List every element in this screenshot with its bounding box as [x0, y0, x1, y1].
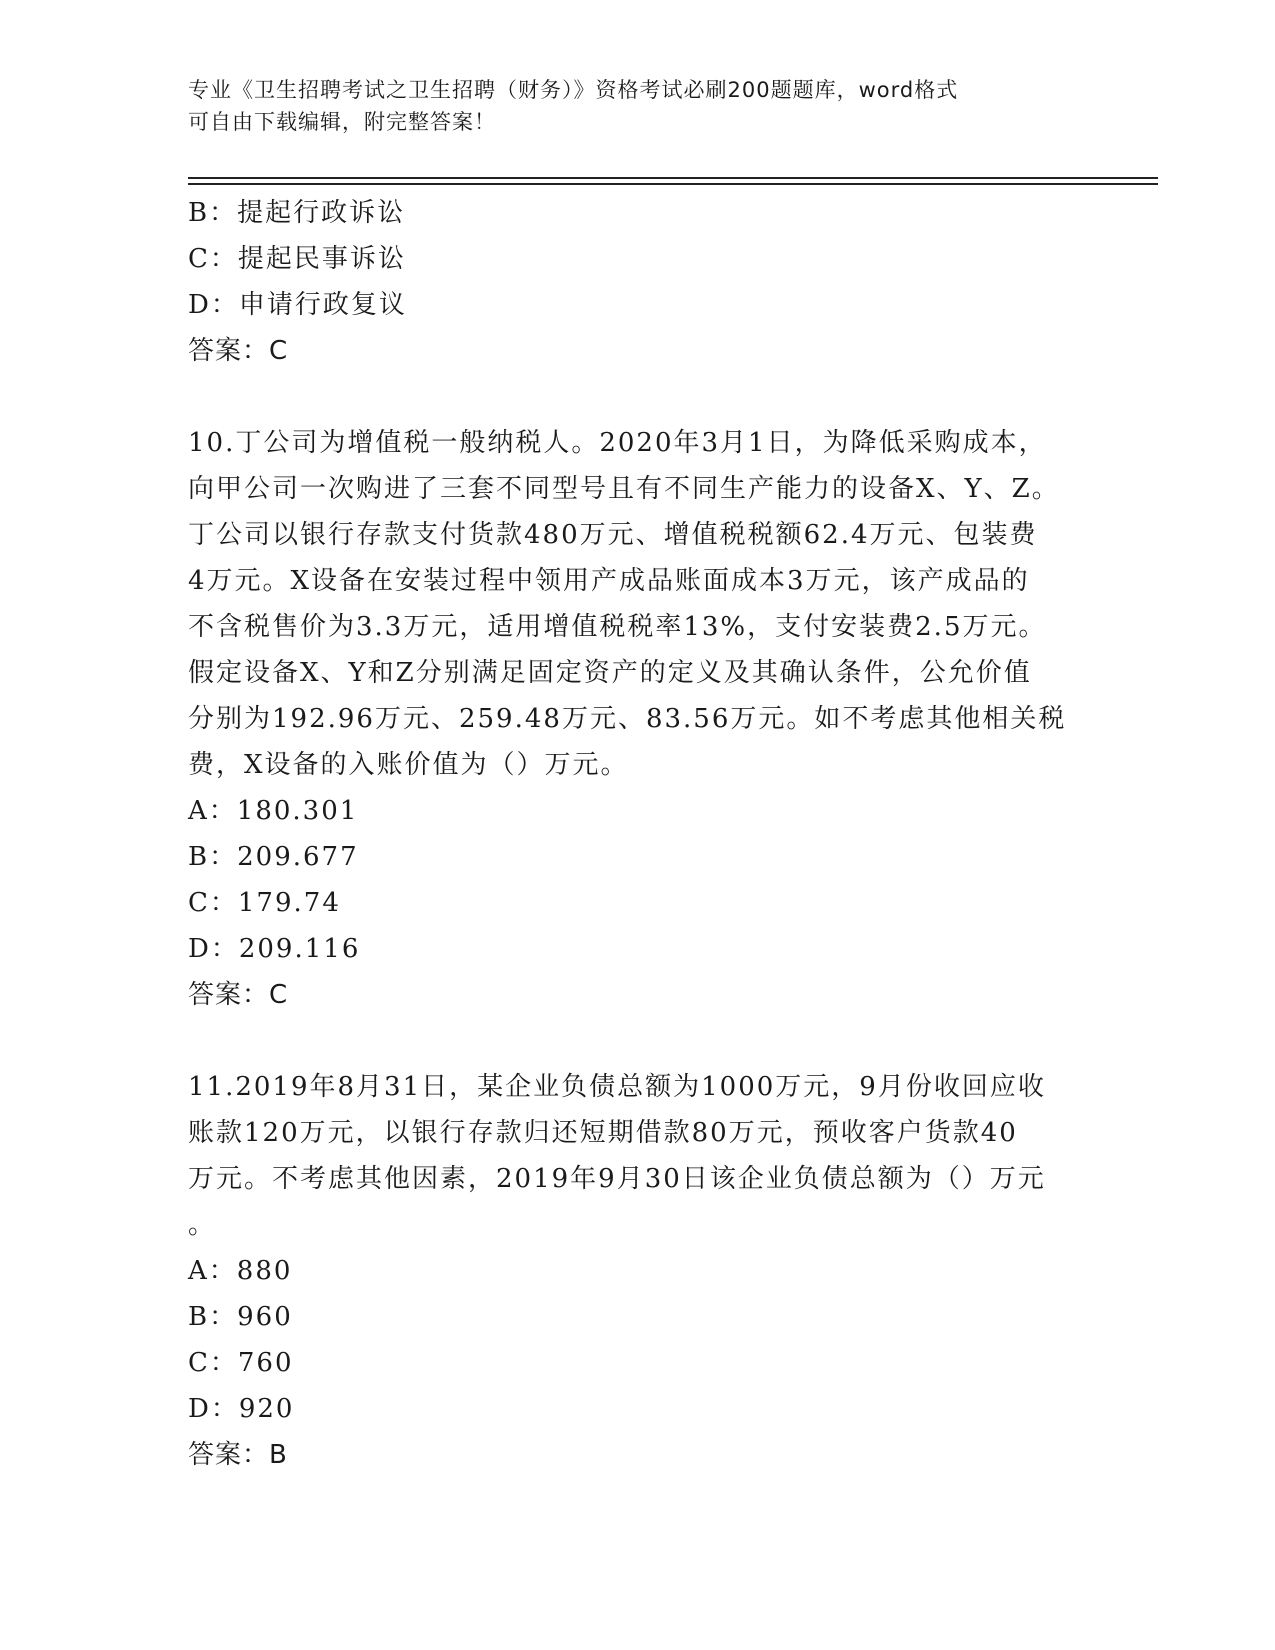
- option-a: A：180.301: [188, 796, 359, 826]
- option-d: D：920: [188, 1394, 295, 1424]
- question-9-tail: [188, 190, 1088, 374]
- stem-line: 假定设备X、Y和Z分别满足固定资产的定义及其确认条件，公允价值: [188, 658, 1032, 688]
- header-divider-top: [188, 177, 1158, 179]
- question-11: [188, 1064, 1088, 1478]
- answer-line: 答案：C: [188, 336, 289, 366]
- document-body: [188, 190, 1088, 1478]
- stem-line: 账款120万元，以银行存款归还短期借款80万元，预收客户货款40: [188, 1118, 1018, 1148]
- document-header: [188, 74, 1068, 138]
- stem-line: 4万元。X设备在安装过程中领用产成品账面成本3万元，该产成品的: [188, 566, 1030, 596]
- question-10: [188, 420, 1088, 1018]
- option-b: B：960: [188, 1302, 293, 1332]
- header-line-2: 可自由下载编辑，附完整答案！: [188, 110, 496, 134]
- stem-line: 分别为192.96万元、259.48万元、83.56万元。如不考虑其他相关税: [188, 704, 1067, 734]
- stem-line: 费，X设备的入账价值为（）万元。: [188, 750, 629, 780]
- stem-line: 。: [188, 1210, 217, 1240]
- answer-line: 答案：B: [188, 1440, 288, 1470]
- spacer: [188, 374, 1088, 420]
- stem-line: 丁公司以银行存款支付货款480万元、增值税税额62.4万元、包装费: [188, 520, 1038, 550]
- option-a: A：880: [188, 1256, 293, 1286]
- question-stem: [188, 1064, 1088, 1248]
- stem-line: 不含税售价为3.3万元，适用增值税税率13%，支付安装费2.5万元。: [188, 612, 1047, 642]
- answer-line: 答案：C: [188, 980, 289, 1010]
- header-line-1: 专业《卫生招聘考试之卫生招聘（财务）》资格考试必刷200题题库，word格式: [188, 78, 959, 102]
- option-c: C：760: [188, 1348, 294, 1378]
- option-b: B：209.677: [188, 842, 359, 872]
- stem-line: 向甲公司一次购进了三套不同型号且有不同生产能力的设备X、Y、Z。: [188, 474, 1060, 504]
- stem-line: 11.2019年8月31日，某企业负债总额为1000万元，9月份收回应收: [188, 1072, 1046, 1102]
- option-d: D：申请行政复议: [188, 290, 407, 320]
- option-d: D：209.116: [188, 934, 361, 964]
- header-divider-bottom: [188, 183, 1158, 185]
- spacer: [188, 1018, 1088, 1064]
- option-c: C：提起民事诉讼: [188, 244, 406, 274]
- question-stem: [188, 420, 1088, 788]
- stem-line: 10.丁公司为增值税一般纳税人。2020年3月1日，为降低采购成本，: [188, 428, 1047, 458]
- option-b: B：提起行政诉讼: [188, 198, 406, 228]
- option-c: C：179.74: [188, 888, 341, 918]
- stem-line: 万元。不考虑其他因素，2019年9月30日该企业负债总额为（）万元: [188, 1164, 1046, 1194]
